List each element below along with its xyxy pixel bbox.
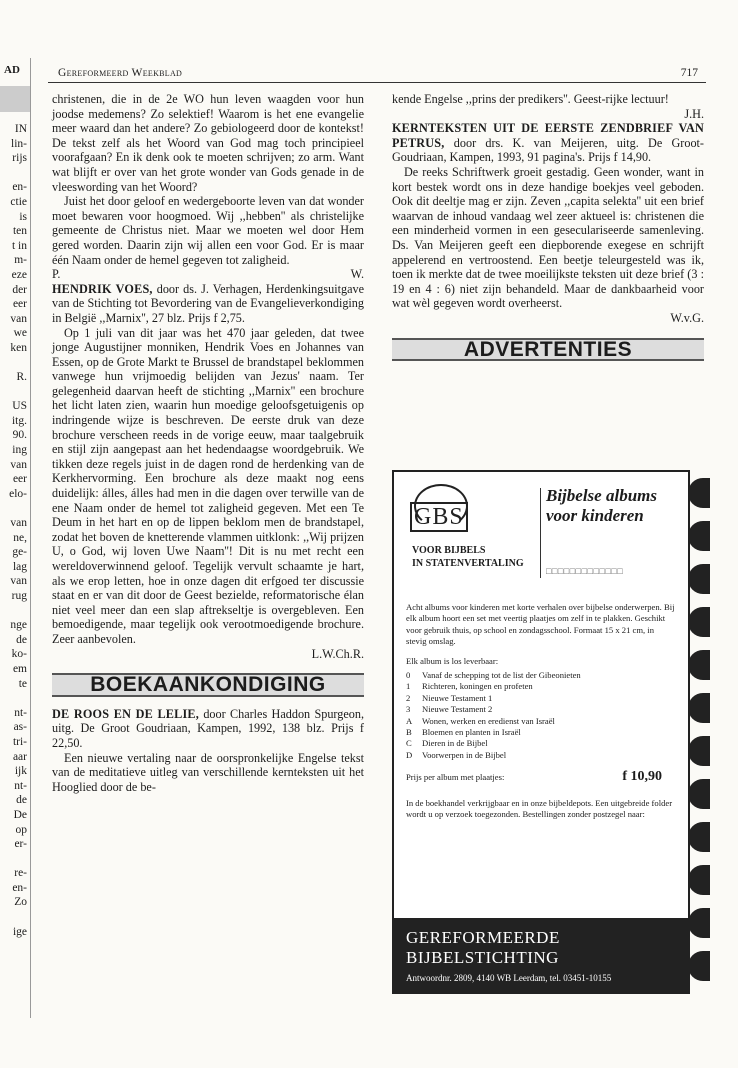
album-list-item: A Wonen, werken en eredienst van Israël [406,715,555,726]
ad-frame [392,470,690,994]
scallop-tab [688,564,710,594]
scallop-tab [688,607,710,637]
prev-grey-band [0,86,30,112]
ad-title: Bijbelse albums voor kinderen [546,486,657,525]
price-label: Prijs per album met plaatjes: [406,772,505,783]
advertisement [392,470,710,990]
prev-line-fragment: nge [10,619,27,632]
prev-line-fragment: ko- [11,648,27,661]
scallop-tab [688,951,710,981]
prev-line-fragment: rug [11,590,27,602]
signature: J.H. [684,106,704,121]
prev-line-fragment: tri- [12,735,27,748]
prev-line-fragment: er- [14,838,27,851]
prev-line-fragment: itg. [11,414,27,427]
prev-heading: AD [4,64,20,76]
album-list [406,670,676,761]
album-list-item: C Dieren in de Bijbel [406,738,488,749]
prev-line-fragment: lin- [11,137,27,150]
album-list-item: D Voorwerpen in de Bijbel [406,749,507,760]
prev-line-fragment: de [16,794,27,807]
scallop-tab [688,478,710,508]
price-value: f 10,90 [622,769,662,785]
scallop-tab [688,521,710,551]
album-list-item: 1 Richteren, koningen en profeten [406,681,533,692]
price-row [406,771,676,783]
prev-line-fragment: ken [10,341,27,354]
scallop-tab [688,736,710,766]
prev-line-fragment: is [19,210,27,223]
prev-line-fragment [0,604,30,619]
gbs-logo [404,482,532,578]
prev-line-fragment [0,166,30,181]
book-entry [52,282,364,326]
prev-lines [0,122,30,939]
prev-line-fragment [0,501,30,516]
prev-line-fragment: rijs [12,152,27,165]
page-number: 717 [680,67,698,79]
scallop-tab [688,822,710,852]
prev-line-fragment: ge- [12,546,27,559]
paragraph: christenen, die in de 2e WO hun leven waagden voor hun joodse medemens? Zo selektief! Waarom is het ene evangelie meer waard dan het andere? Zo gebiologeerd door de kontekst! De tekst zelf als het Woord van God mag toch principieel voorafgaan? En ik denk ook te moeten schrijven; zo arm. Want wat blijft er over van het grote wonder van Gods genade in de vleeswording van het Woord? [52,92,364,194]
section-heading-boekaankondiging: BOEKAANKONDIGING [52,673,364,697]
prev-line-fragment: aar [12,750,27,763]
prev-line-fragment [0,910,30,925]
page-header [48,66,706,83]
signature-initial: W. [350,267,364,282]
paragraph: Op 1 juli van dit jaar was het 470 jaar geleden, dat twee jonge Augustijner monniken, Hendrik Voes en Johannes van Essen, op de Grote Markt te Brussel de brandstapel beklommen vanwege hun vrijmoedig belijden van Jezus' naam. Ter gelegenheid daarvan heeft de stichting ,,Marnix'' een brochure het licht laten zien, waarin hun moedige geloofsgetuigenis op indringende wijze is beschreven. De eerste druk van deze brochure verscheen reeds in de vorige eeuw, maar taalgebruik en stijl zijn aangepast aan het hedendaagse woordgebruik. We tikken deze regels juist in de dagen rond de herdenking van de Kerkhervorming. Een brochure als deze maakt nog eens duidelijk: álles, álles had men in die dagen over terwille van de ene Naam onder de hemel tot zaligheid gegeven. Met een Te Deum in het hart en op de lippen beklom men de brandstapel, zodat het boven de knetterende vlammen uitklonk: ,,Wij prijzen U, o God, wij loven Uwe Naam''! Dit is nu met recht een wereldoverwinnend geloof. Tegelijk vervult schaamte je hart, als we erop letten, hoe in onze dagen dit erfgoed ter discussie staat en er van dit door de Geest bezielde, reformatorische élan niet veel meer dan een slap aftrekseltje is overgebleven. Een bemoedigende, maar tegelijk ook verootmoedigende brochure. Zeer aanbevolen. [52,325,364,646]
prev-line-fragment: US [12,400,27,413]
prev-line-fragment: eer [12,473,27,486]
prev-line-fragment: en- [12,881,27,894]
signature: W.v.G. [670,310,704,325]
prev-line-fragment: nt- [14,706,27,719]
scallop-tab [688,693,710,723]
prev-line-fragment: en- [12,181,27,194]
prev-line-fragment: De [13,808,27,821]
prev-line-fragment: ten [12,225,27,238]
prev-line-fragment: 90. [12,429,27,442]
prev-line-fragment: eer [12,298,27,311]
ad-body [406,602,676,829]
section-heading-advertenties: ADVERTENTIES [392,338,704,362]
previous-page-column-edge [0,58,31,1018]
ad-footer [394,918,688,992]
prev-line-fragment: lag [12,560,27,573]
prev-line-fragment: van [10,458,27,471]
prev-line-fragment: de [16,633,27,646]
scallop-tab [688,865,710,895]
org-address: Antwoordnr. 2809, 4140 WB Leerdam, tel. 03451-10155 [406,973,612,983]
album-list-item: 0 Vanaf de schepping tot de list der Gibeonieten [406,670,581,681]
scalloped-edge [686,470,710,994]
prev-line-fragment: te [18,677,27,690]
logo-subtitle: VOOR BIJBELS IN STATENVERTALING [412,545,524,569]
prev-line-fragment: ne, [13,531,27,544]
scallop-tab [688,779,710,809]
prev-line-fragment [0,356,30,371]
prev-line-fragment: ijk [14,765,27,778]
book-details: door ds. J. Verhagen, Herdenkingsuitgave van de Stichting tot Bevordering van de Evangelieverkondiging in België ,,Marnix'', 27 blz. Prijs f 2,75. [52,281,364,325]
prev-line-fragment: op [15,823,27,836]
prev-line-fragment: re- [14,867,27,880]
order-info: In de boekhandel verkrijgbaar en in onze bijbeldepots. Een uitgebreide folder wordt u op verzoek toegezonden. Bestellingen zonder postzegel naar: [406,797,673,820]
prev-line-fragment: R. [16,371,27,384]
book-title: KERNTEKSTEN UIT DE EERSTE ZENDBRIEF VAN PETRUS, [392,121,704,150]
prev-line-fragment: Zo [14,896,27,909]
prev-line-fragment: as- [13,721,27,734]
book-details: door Charles Haddon Spurgeon, uitg. De Groot Goudriaan, Kampen, 1992, 138 blz. Prijs f 22,50. [52,706,365,750]
prev-line-fragment: van [10,517,27,530]
ad-divider [540,488,541,578]
prev-line-fragment: we [13,327,27,340]
signature-initial: P. [52,267,61,282]
scallop-tab [688,908,710,938]
ad-decor-boxes: □□□□□□□□□□□□□ [546,566,624,576]
prev-line-fragment [0,852,30,867]
prev-line-fragment [0,691,30,706]
ad-list-intro: Elk album is los leverbaar: [406,655,499,666]
org-name: GEREFORMEERDE BIJBELSTICHTING [406,928,560,967]
paragraph: De reeks Schriftwerk groeit gestadig. Geen wonder, want in kort bestek wordt ons in deze handige boekjes veel geboden. Ook dit deeltje mag er zijn. Zeven ,,capita selekta'' uit een brief waarvan de inhoud vandaag wel zeer aktueel is: christenen die een minderheid vormen in een geseculariseerde samenleving. Ds. Van Meijeren geeft een diepborende exegese en schrijft appelerend en vertroostend. Een beetje teleurgesteld was ik, toen ik merkte dat de twee moeilijkste teksten uit deze brief (3 : 19 en 4 : 6) niet zijn behandeld. Maar de dankbaarheid voor wat wèl gegeven wordt overheerst. [392,164,704,311]
prev-line-fragment: em [12,662,27,675]
prev-line-fragment: t in [11,239,27,252]
prev-line-fragment: van [10,312,27,325]
book-details: door drs. K. van Meijeren, uitg. De Groot-Goudriaan, Kampen, 1993, 91 pagina's. Prijs f 14,90. [392,135,704,165]
album-list-item: 3 Nieuwe Testament 2 [406,704,493,715]
book-title: DE ROOS EN DE LELIE, [52,706,199,721]
album-list-item: 2 Nieuwe Testament 1 [406,692,493,703]
book-title: HENDRIK VOES, [52,281,153,296]
column-left [52,92,364,794]
prev-line-fragment: ing [12,444,27,457]
prev-line-fragment: ctie [10,195,27,208]
prev-line-fragment: ige [12,925,27,938]
book-entry [392,121,704,165]
prev-line-fragment: m- [14,254,27,267]
publication-title: Gereformeerd Weekblad [58,67,183,79]
album-list-item: B Bloemen en planten in Israël [406,727,521,738]
logo-text: GBS [410,504,468,531]
paragraph: kende Engelse ,,prins der predikers''. Geest-rijke lectuur! [392,92,669,106]
paragraph: Juist het door geloof en wedergeboorte leven van dat wonder moet bewaren voor hoogmoed. Wij ,,hebben'' als christelijke gemeente de Christus niet. Maar we moeten wel door Hem gered worden. Daarin zijn wij allen een voor God. Er is maar één Naam onder de hemel gegeven tot zaligheid. [52,194,364,267]
prev-line-fragment: IN [14,123,27,135]
signature: L.W.Ch.R. [311,646,364,661]
column-right [392,92,704,371]
prev-line-fragment: eze [11,268,27,281]
prev-line-fragment [0,385,30,400]
paragraph: Een nieuwe vertaling naar de oorspronkelijke Engelse tekst van de meditatieve uitleg van verschillende kernteksten uit het Hooglied door de be- [52,750,364,794]
prev-line-fragment: nt- [14,779,27,792]
ad-intro: Acht albums voor kinderen met korte verhalen over bijbelse onderwerpen. Bij elk album hoort een set met veertig plaatjes om zelf in te plakken. Geschikt voor gebruik thuis, op school en zondagsschool. Formaat 15 x 21 cm, in stevig omslag. [406,602,675,647]
prev-line-fragment: elo- [9,487,27,500]
signature-row [52,267,364,282]
book-entry [52,707,364,751]
prev-line-fragment: van [10,575,27,588]
scallop-tab [688,650,710,680]
prev-line-fragment: der [12,283,27,296]
